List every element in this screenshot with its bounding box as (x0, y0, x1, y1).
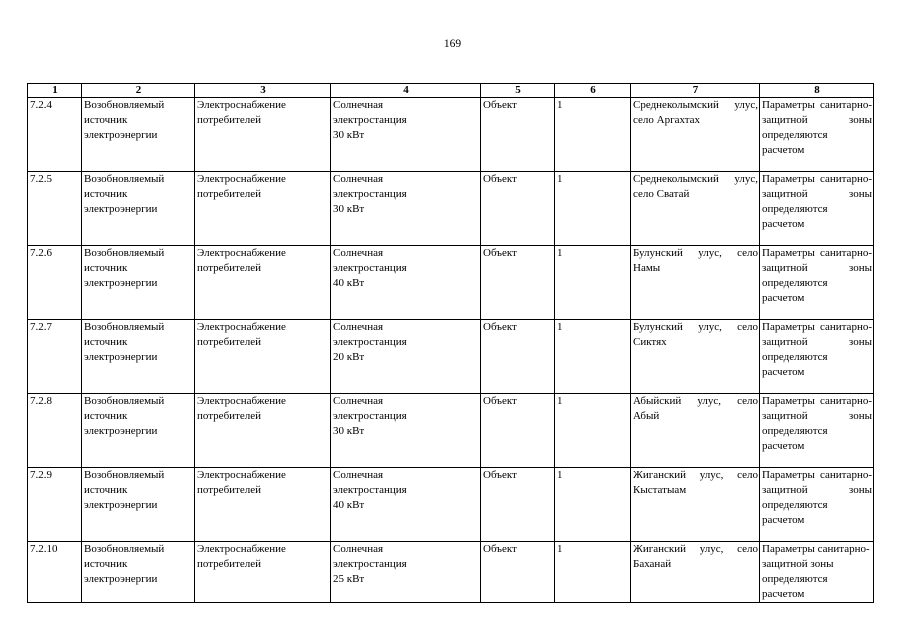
zone-parameters: Параметры санитарно-защитной зоны определяются расчетом (762, 99, 872, 156)
object-name: Солнечная электростанция 30 кВт (333, 395, 407, 437)
status-cell (481, 98, 555, 172)
row-number-cell (28, 246, 82, 320)
location: Среднеколымский улус, село Аргахтах (633, 99, 758, 126)
quantity-cell (555, 542, 631, 603)
name-cell (331, 98, 481, 172)
name-cell (331, 172, 481, 246)
column-header: 5 (481, 84, 555, 98)
quantity-cell (555, 320, 631, 394)
object-type-cell (82, 542, 195, 603)
row-number-cell (28, 172, 82, 246)
location-cell (631, 172, 760, 246)
object-type-cell (82, 246, 195, 320)
location-cell (631, 468, 760, 542)
name-cell (331, 468, 481, 542)
table-row (28, 468, 874, 542)
column-header: 3 (195, 84, 331, 98)
row-number: 7.2.7 (30, 321, 52, 333)
zone-parameters: Параметры санитарно-защитной зоны определяются расчетом (762, 543, 870, 600)
table-row (28, 246, 874, 320)
object-name: Солнечная электростанция 20 кВт (333, 321, 407, 363)
table-row (28, 320, 874, 394)
object-type-cell (82, 172, 195, 246)
purpose: Электроснабжение потребителей (197, 543, 286, 570)
page-number: 169 (443, 38, 462, 50)
object-type: Возобновляемый источник электроэнергии (84, 395, 165, 437)
object-type: Возобновляемый источник электроэнергии (84, 99, 165, 141)
zone-cell (760, 542, 874, 603)
status: Объект (483, 173, 517, 185)
quantity: 1 (557, 395, 563, 407)
purpose: Электроснабжение потребителей (197, 395, 286, 422)
purpose: Электроснабжение потребителей (197, 247, 286, 274)
zone-parameters: Параметры санитарно-защитной зоны определяются расчетом (762, 321, 872, 378)
name-cell (331, 320, 481, 394)
row-number-cell (28, 98, 82, 172)
location-cell (631, 246, 760, 320)
name-cell (331, 246, 481, 320)
column-header: 8 (760, 84, 874, 98)
object-type: Возобновляемый источник электроэнергии (84, 247, 165, 289)
quantity-cell (555, 172, 631, 246)
row-number-cell (28, 320, 82, 394)
object-name: Солнечная электростанция 40 кВт (333, 247, 407, 289)
purpose-cell (195, 542, 331, 603)
status: Объект (483, 99, 517, 111)
zone-parameters: Параметры санитарно-защитной зоны определяются расчетом (762, 395, 872, 452)
zone-cell (760, 320, 874, 394)
row-number-cell (28, 468, 82, 542)
status-cell (481, 542, 555, 603)
purpose-cell (195, 468, 331, 542)
zone-cell (760, 468, 874, 542)
zone-cell (760, 172, 874, 246)
purpose: Электроснабжение потребителей (197, 469, 286, 496)
object-type: Возобновляемый источник электроэнергии (84, 173, 165, 215)
location-cell (631, 98, 760, 172)
row-number-cell (28, 394, 82, 468)
quantity-cell (555, 468, 631, 542)
status-cell (481, 394, 555, 468)
status: Объект (483, 543, 517, 555)
object-type-cell (82, 98, 195, 172)
purpose-cell (195, 246, 331, 320)
row-number: 7.2.5 (30, 173, 52, 185)
quantity: 1 (557, 321, 563, 333)
location: Среднеколымский улус, село Сватай (633, 173, 758, 200)
row-number: 7.2.8 (30, 395, 52, 407)
status: Объект (483, 395, 517, 407)
column-header: 1 (28, 84, 82, 98)
quantity-cell (555, 394, 631, 468)
row-number: 7.2.4 (30, 99, 52, 111)
column-header: 2 (82, 84, 195, 98)
purpose: Электроснабжение потребителей (197, 321, 286, 348)
zone-parameters: Параметры санитарно-защитной зоны определяются расчетом (762, 247, 872, 304)
name-cell (331, 542, 481, 603)
quantity: 1 (557, 469, 563, 481)
row-number: 7.2.9 (30, 469, 52, 481)
status-cell (481, 246, 555, 320)
object-type: Возобновляемый источник электроэнергии (84, 321, 165, 363)
quantity: 1 (557, 543, 563, 555)
zone-parameters: Параметры санитарно-защитной зоны определяются расчетом (762, 469, 872, 526)
row-number-cell (28, 542, 82, 603)
table-row (28, 172, 874, 246)
object-type-cell (82, 394, 195, 468)
quantity: 1 (557, 173, 563, 185)
quantity: 1 (557, 247, 563, 259)
object-name: Солнечная электростанция 40 кВт (333, 469, 407, 511)
location: Булунский улус, село Сиктях (633, 321, 758, 348)
name-cell (331, 394, 481, 468)
planning-table (27, 83, 874, 603)
zone-cell (760, 246, 874, 320)
object-type-cell (82, 468, 195, 542)
column-header: 4 (331, 84, 481, 98)
status: Объект (483, 469, 517, 481)
status-cell (481, 320, 555, 394)
purpose: Электроснабжение потребителей (197, 173, 286, 200)
location: Жиганский улус, село Баханай (633, 543, 758, 570)
location-cell (631, 394, 760, 468)
object-name: Солнечная электростанция 30 кВт (333, 173, 407, 215)
location: Жиганский улус, село Кыстатыам (633, 469, 758, 496)
purpose-cell (195, 98, 331, 172)
quantity-cell (555, 246, 631, 320)
header-row (28, 84, 874, 98)
purpose-cell (195, 172, 331, 246)
location: Булунский улус, село Намы (633, 247, 758, 274)
zone-cell (760, 394, 874, 468)
location: Абыйский улус, село Абый (633, 395, 758, 422)
zone-cell (760, 98, 874, 172)
column-header: 6 (555, 84, 631, 98)
object-name: Солнечная электростанция 30 кВт (333, 99, 407, 141)
quantity: 1 (557, 99, 563, 111)
location-cell (631, 320, 760, 394)
status: Объект (483, 247, 517, 259)
status-cell (481, 172, 555, 246)
location-cell (631, 542, 760, 603)
row-number: 7.2.6 (30, 247, 52, 259)
status-cell (481, 468, 555, 542)
table-row (28, 98, 874, 172)
table-row (28, 394, 874, 468)
purpose-cell (195, 320, 331, 394)
row-number: 7.2.10 (30, 543, 58, 555)
quantity-cell (555, 98, 631, 172)
object-name: Солнечная электростанция 25 кВт (333, 543, 407, 585)
object-type: Возобновляемый источник электроэнергии (84, 469, 165, 511)
object-type: Возобновляемый источник электроэнергии (84, 543, 165, 585)
status: Объект (483, 321, 517, 333)
purpose-cell (195, 394, 331, 468)
object-type-cell (82, 320, 195, 394)
zone-parameters: Параметры санитарно-защитной зоны определяются расчетом (762, 173, 872, 230)
purpose: Электроснабжение потребителей (197, 99, 286, 126)
column-header: 7 (631, 84, 760, 98)
table-row (28, 542, 874, 603)
